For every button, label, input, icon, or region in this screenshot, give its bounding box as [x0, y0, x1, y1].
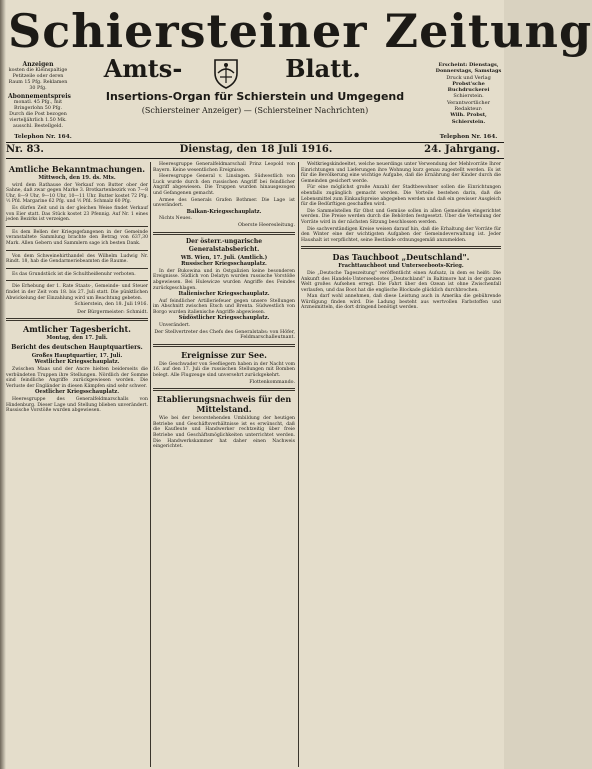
report-paragraph: Heeresgruppe Generalfeldmarschall Prinz Leopold von Bayern. Keine wesentlichen Ereignisse.: [153, 162, 295, 173]
phone-right: Telephon Nr. 164.: [439, 134, 498, 140]
publisher-box: [433, 62, 504, 125]
report-date: Montag, den 17. Juli.: [46, 335, 108, 342]
front-heading-italy: Italienischer Kriegsschauplatz.: [178, 291, 270, 298]
article-paragraph: Man darf wohl annehmen, daß diese Leistung auch in Amerika die gebührende Würdigung finden wird. Die Ladung besteht aus wertvollen Farbstoffen und Arzneimitteln, die dort dringend benötigt werden.: [301, 294, 501, 311]
divider: [6, 268, 148, 269]
report-paragraph: Die Geschwader von Seefliegern haben in der Nacht vom 16. auf den 17. Juli die russischen Stellungen mit Bomben belegt. Alle Flugzeuge sind unversehrt zurückgekehrt.: [153, 361, 295, 379]
notice-paragraph: Von dem Schweinehirthandel des Wilhelm Ludwig Nr. Rindt. 18, hab die Gendarmeriebeamten die Raume.: [6, 253, 148, 265]
section-heading-submarine: Das Tauchboot „Deutschland".: [332, 252, 470, 263]
dateline-bar: [6, 142, 504, 159]
section-heading-sea-events: Ereignisse zur See.: [181, 349, 267, 360]
article-paragraph: Die sachverständigen Kreise weisen darauf hin, daß die Erhaltung der Vorräte für den Winter eine der wichtigsten Aufgaben der Gemeindeverwaltung ist. Jeder Haushalt ist verpflichtet, seine Bestände ordnungsgemäß anzumelden.: [301, 226, 501, 243]
press-place: Schierstein.: [453, 93, 484, 100]
front-heading-southeast: Südöstlicher Kriegsschauplatz.: [178, 315, 270, 322]
article-paragraph: Weltkriegskindeeltet, welche neuerdings unter Verwendung der Mehlvorräte Ihrer Einrichtungen und Lieferungen ihre Wohnung kurz genau zugestellt werden. Es ist für die Bevölkerung eine wichtige Aufgabe, daß die Ernährung der Kinder durch die Gemeinden gesichert werde.: [301, 162, 501, 184]
report-paragraph: Heeresgruppe des Generalfeldmarschalls von Hindenburg. Dieser Lage und Stellung blieben unverändert. Russische Vorstöße wurden abgewiesen.: [6, 397, 148, 414]
mayor-signature: Der Bürgermeister: Schmidt.: [77, 309, 148, 315]
divider: [153, 388, 295, 391]
column-divider: [298, 162, 299, 767]
army-command-signature: Oberste Heeresleitung.: [238, 222, 295, 228]
issue-date: Dienstag, den 18 Juli 1916.: [179, 144, 333, 155]
amts-label: Amts-: [103, 54, 183, 83]
front-heading-balkan: Balkan-Kriegsschauplatz.: [186, 208, 262, 215]
front-heading-west: Westlicher Kriegsschauplatz.: [34, 359, 120, 366]
report-paragraph: Unverändert.: [159, 323, 191, 329]
editor-label: Verantwortlicher Redakteur:: [447, 99, 490, 113]
notice-paragraph: Die Erhebung der 1. Rate Staats-, Gemeinde- und Steuer findet in der Zeit vom 18. bis 27. Juli statt. Die pünktlichen Abwickelung der Einzahlung wird um Beachtung gebeten.: [6, 284, 148, 301]
section-heading-daily-report: Amtlicher Tagesbericht.: [23, 324, 131, 335]
subscription-text: monatl. 45 Pfg., mit Bringerlohn 50 Pfg. Durch die Post bezogen vierteljährlich 1.50 Mk. ausschl. Bestellgeld.: [9, 100, 67, 129]
article-subheading: Frachttauchboot und Unterseeboots-Krieg.: [338, 263, 464, 270]
divider: [6, 250, 148, 251]
column-local-articles: [301, 162, 501, 767]
fleet-command-signature: Flottenkommando.: [249, 379, 295, 385]
subscription-heading: Abonnementspreis: [8, 93, 71, 100]
report-paragraph: Zwischen Maas und der Ancre hielten beiderseits die verbündeten Truppen ihre Stellungen. Nördlich der Somme sind feindliche Angriffe zurückgewiesen worden. Die Verluste der Engländer in diesen Kämpfen sind sehr schwer.: [6, 367, 148, 389]
report-location: Großes Hauptquartier, 17. Juli.: [31, 352, 123, 359]
divider: [153, 232, 295, 235]
phone-left: Telephon Nr. 164.: [14, 134, 72, 140]
masthead: [8, 2, 592, 152]
column-official-notices: [6, 162, 148, 767]
article-paragraph: Die „Deutsche Tageszeitung" veröffentlicht einen Aufsatz, in dem es heißt: Die Ankunft des Handels-Unterseebootes „Deutschland" in Baltimore hat in der ganzen Welt großes Aufsehen erregt. Die Fahrt über den Ozean ist ohne Zwischenfall verlaufen, und das Boot hat die englische Blockade glücklich durchbrochen.: [301, 270, 501, 293]
coat-of-arms-icon: [213, 57, 239, 89]
article-paragraph: Für eine möglichst große Anzahl der Stadtbewohner sollen die Einrichtungen ebenfalls zugänglich gemacht werden. Die Vorteile bestehen darin, daß die Lebensmittel zum Einkaufspreise abgegeben werden und daß ein gewisser Ausgleich für die Bedürftigen geschaffen wird.: [301, 185, 501, 208]
column-war-reports: [153, 162, 295, 767]
masthead-subtitle: Insertions-Organ für Schierstein und Umgegend: [105, 90, 405, 103]
advert-price-text: kosten die Kleinspaltige Petitzeile oder deren Raum 15 Pfg. Reklamen 30 Pfg.: [8, 68, 68, 91]
divider: [6, 318, 148, 321]
section-heading-austrian-report: Der österr.-ungarische Generalstabsbericht.: [185, 237, 263, 253]
notice-place-date: Schierstein, den 18. Juli 1916.: [74, 302, 148, 308]
blatt-label: Blatt.: [285, 54, 361, 83]
divider: [301, 246, 501, 249]
report-paragraph: Heeresgruppe General v. Linsingen. Südwestlich von Luck wurde durch den russischen Angriff bei feindlicher Angriff abgewiesen. Die Truppen wurden hinausgezogen und Gefangenen gemacht.: [153, 174, 295, 196]
front-heading-russia: Russischer Kriegsschauplatz.: [181, 261, 267, 268]
divider: [6, 280, 148, 281]
divider: [153, 344, 295, 347]
report-dateline: WB. Wien, 17. Juli. (Amtlich.): [180, 254, 268, 261]
front-heading-east: Oestlicher Kriegsschauplatz.: [35, 389, 119, 396]
chief-of-staff-signature: Der Stellvertreter des Chefs des Generalstabs: von Höfer, Feldmarschalleutnant.: [154, 329, 295, 341]
press-label: Druck und Verlag: [446, 74, 491, 81]
report-paragraph: In der Bukowina und in Ostgalizien keine besonderen Ereignisse. Südlich von Delatyn wurden russische Vorstöße abgewiesen. Bei Hulewicze wurden Angriffe des Feindes zurückgeschlagen.: [153, 268, 295, 291]
newspaper-title: Schiersteiner Zeitung: [8, 4, 592, 58]
report-source: Bericht des deutschen Hauptquartiers.: [11, 343, 143, 351]
notice-date: Mittwoch, den 19. ds. Mts.: [38, 175, 116, 181]
advert-price-box: [8, 61, 71, 130]
notice-paragraph: Es dem Bellen der Kriegsgefangenen in der Gemeinde veranstaltete Sammlung brachte den Betrag von 637,30 Mark. Allen Gebern und Sammlern sage ich besten Dank.: [6, 229, 148, 246]
masthead-subtitle-secondary: (Schiersteiner Anzeiger) — (Schiersteiner Nachrichten): [141, 106, 369, 115]
article-paragraph: Wie bei der bevorstehenden Umbildung der heutigen Betriebe und Geschäftsverhältnisse ist es erwünscht, daß die Kaufleute und Handwerker rechtzeitig über freie Betriebe und Geschäftsmöglichkeiten unterrichtet werden. Die Handwerkskammer hat daher einen Nachweis eingerichtet.: [153, 416, 295, 450]
section-heading-mittelstand: Etablierungsnachweis für den Mittelstand.: [156, 394, 292, 415]
notice-paragraph: Es das Grundstück ist die Schultheißenuhr verboten.: [12, 271, 136, 277]
editor-name: Wilh. Probst, Schierstein.: [450, 112, 487, 125]
divider: [6, 226, 148, 227]
issue-number: Nr. 83.: [6, 144, 44, 155]
press-name: Probst'sche Buchdruckerei: [447, 80, 490, 94]
notice-paragraph: Es dürfen Zeit und in der gleichen Weise findet Verkauf von Eier statt. Das Stück kostet 23 Pfennig. Auf Nr. 1 eines jeden Bezirks ist verzeigen.: [6, 205, 148, 223]
section-heading-official: Amtliche Bekanntmachungen.: [8, 164, 146, 174]
advert-price-heading: Anzeigen: [22, 61, 54, 68]
report-paragraph: Auf feindlicher Artilleriefeuer gegen unsere Stellungen im Abschnitt zwischen Etsch und Brenta. Südwestlich von Borgo wurden italienische Angriffe abgewiesen.: [153, 298, 295, 315]
notice-paragraph: wird dem Rathause der Verkauf von Butter ober der Sahne, daß zwar gegen Marke 3. Brotkartenbezirk von 7—8 Uhr, 8—9 Uhr, 9—10 Uhr, 10—11 Uhr. Butter kostet 72 Pfg. ½ Pfd. Margarine 62 Pfg. und ½ Pfd. Schmalz 60 Pfg.: [6, 182, 148, 205]
report-paragraph: Armee des Generals Grafen Bothmer. Die Lage ist unverändert.: [153, 197, 295, 209]
article-paragraph: Die Sammelstellen für Obst und Gemüse sollen in allen Gemeinden eingerichtet werden. Die Preise werden durch die Behörden festgesetzt. Über die Verteilung der Vorräte wird in der nächsten Sitzung beschlossen werden.: [301, 208, 501, 225]
report-paragraph: Nichts Neues.: [159, 216, 192, 222]
publish-days: Erscheint: Dienstags, Donnerstags, Samstags: [435, 62, 502, 75]
column-divider: [150, 162, 151, 767]
volume-year: 24. Jahrgang.: [424, 144, 500, 155]
